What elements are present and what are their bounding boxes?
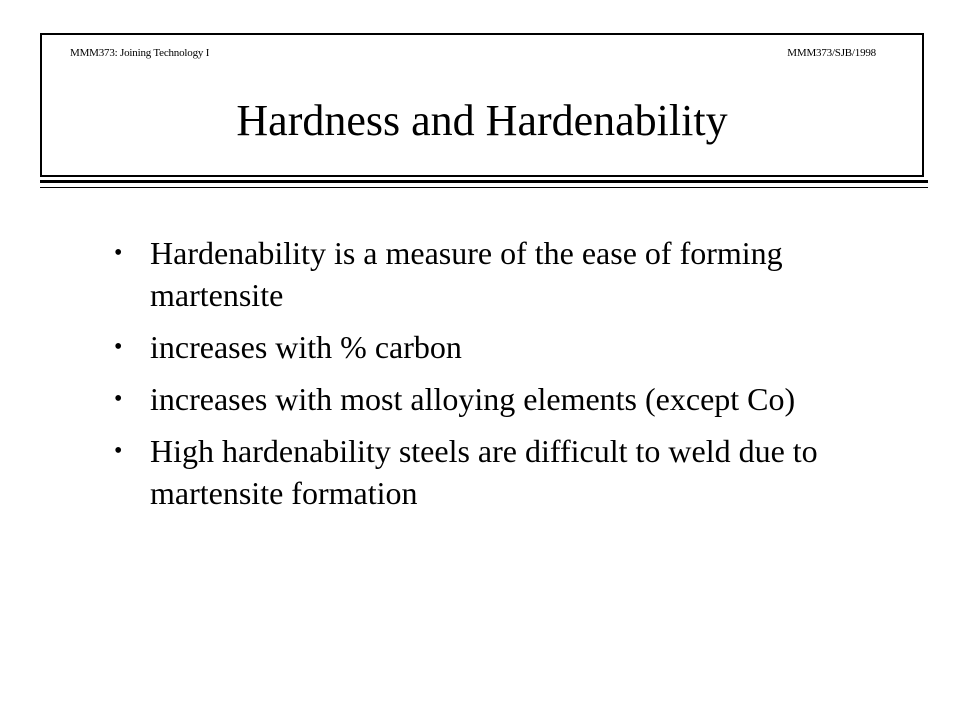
bullet-icon: • <box>114 334 123 360</box>
bullet-text: High hardenability steels are difficult to weld due to martensite formation <box>150 433 818 511</box>
bullet-text: increases with % carbon <box>150 329 462 365</box>
course-label: MMM373: Joining Technology I <box>70 47 210 59</box>
reference-label: MMM373/SJB/1998 <box>787 47 876 59</box>
divider-thin <box>40 187 928 188</box>
bullet-icon: • <box>114 240 123 266</box>
bullet-text: increases with most alloying elements (except Co) <box>150 381 796 417</box>
bullet-list <box>114 232 874 524</box>
title-box <box>40 33 924 177</box>
bullet-item <box>114 430 874 514</box>
bullet-item <box>114 326 874 368</box>
bullet-icon: • <box>114 438 123 464</box>
divider-thick <box>40 180 928 183</box>
slide-title: Hardness and Hardenability <box>236 96 728 145</box>
bullet-item <box>114 232 874 316</box>
bullet-icon: • <box>114 386 123 412</box>
bullet-item <box>114 378 874 420</box>
bullet-text: Hardenability is a measure of the ease of forming martensite <box>150 235 783 313</box>
